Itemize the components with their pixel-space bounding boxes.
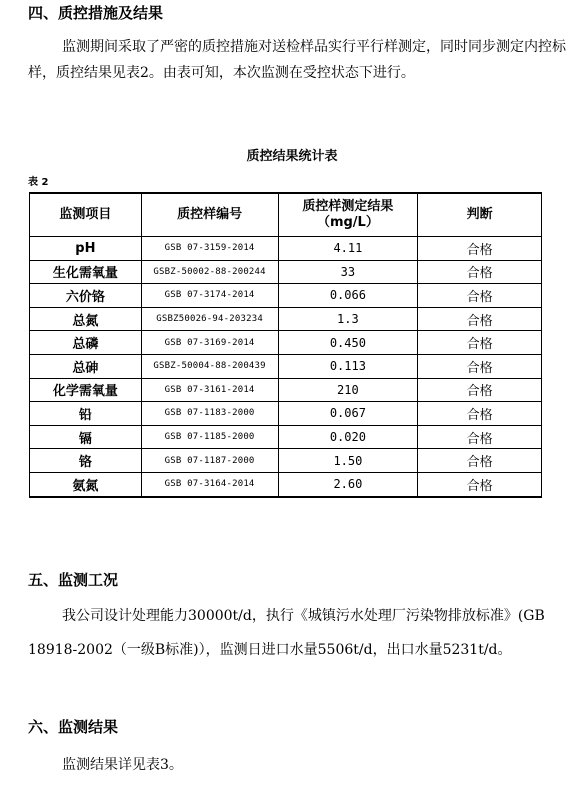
cell-result: 210 xyxy=(278,378,418,402)
cell-result: 0.020 xyxy=(278,425,418,449)
cell-judge: 合格 xyxy=(418,354,542,378)
section-6-paragraph: 监测结果详见表3。 xyxy=(62,757,183,773)
cell-item: 六价铬 xyxy=(30,284,142,308)
header-result-unit: （mg/L） xyxy=(316,215,379,230)
cell-judge: 合格 xyxy=(418,378,542,402)
cell-result: 0.067 xyxy=(278,402,418,426)
table-row xyxy=(30,378,542,402)
table-row xyxy=(30,237,542,261)
cell-result: 0.113 xyxy=(278,354,418,378)
cell-item: 总砷 xyxy=(30,354,142,378)
cell-result: 1.3 xyxy=(278,307,418,331)
cell-code: GSB 07-1183-2000 xyxy=(141,402,278,426)
header-result-line1: 质控样测定结果 xyxy=(302,199,394,214)
cell-judge: 合格 xyxy=(418,307,542,331)
cell-code: GSB 07-3161-2014 xyxy=(141,378,278,402)
cell-judge: 合格 xyxy=(418,425,542,449)
table-row xyxy=(30,449,542,473)
table-row xyxy=(30,402,542,426)
qc-results-table xyxy=(29,192,542,498)
cell-result: 0.450 xyxy=(278,331,418,355)
table-row xyxy=(30,354,542,378)
section-5-heading: 五、监测工况 xyxy=(28,571,119,589)
header-item: 监测项目 xyxy=(30,193,142,237)
cell-item: 生化需氧量 xyxy=(30,260,142,284)
cell-item: pH xyxy=(30,237,142,261)
cell-item: 化学需氧量 xyxy=(30,378,142,402)
cell-code: GSB 07-3159-2014 xyxy=(141,237,278,261)
cell-result: 0.066 xyxy=(278,284,418,308)
cell-judge: 合格 xyxy=(418,402,542,426)
table-header-row xyxy=(30,193,542,237)
cell-judge: 合格 xyxy=(418,260,542,284)
cell-code: GSB 07-3164-2014 xyxy=(141,472,278,496)
cell-result: 4.11 xyxy=(278,237,418,261)
cell-result: 33 xyxy=(278,260,418,284)
cell-judge: 合格 xyxy=(418,449,542,473)
header-judge: 判断 xyxy=(418,193,542,237)
section-4-heading: 四、质控措施及结果 xyxy=(28,4,164,22)
cell-code: GSBZ-50002-88-200244 xyxy=(141,260,278,284)
cell-judge: 合格 xyxy=(418,237,542,261)
cell-code: GSBZ-50004-88-200439 xyxy=(141,354,278,378)
table-label: 表 2 xyxy=(28,177,49,188)
cell-code: GSB 07-1187-2000 xyxy=(141,449,278,473)
table-row xyxy=(30,284,542,308)
table-row xyxy=(30,307,542,331)
table-row xyxy=(30,472,542,496)
cell-judge: 合格 xyxy=(418,472,542,496)
cell-item: 铬 xyxy=(30,449,142,473)
section-6-heading: 六、监测结果 xyxy=(28,718,119,736)
cell-result: 2.60 xyxy=(278,472,418,496)
cell-item: 铅 xyxy=(30,402,142,426)
cell-judge: 合格 xyxy=(418,284,542,308)
cell-code: GSBZ50026-94-203234 xyxy=(141,307,278,331)
cell-item: 氨氮 xyxy=(30,472,142,496)
cell-item: 总磷 xyxy=(30,331,142,355)
header-code: 质控样编号 xyxy=(141,193,278,237)
table-title: 质控结果统计表 xyxy=(246,149,338,164)
section-5-paragraph: 我公司设计处理能力30000t/d，执行《城镇污水处理厂污染物排放标准》(GB 18918-2002（一级B标准)），监测日进口水量5506t/d，出口水量5231t/d。 xyxy=(28,608,545,658)
cell-code: GSB 07-1185-2000 xyxy=(141,425,278,449)
table-row xyxy=(30,260,542,284)
cell-code: GSB 07-3174-2014 xyxy=(141,284,278,308)
cell-code: GSB 07-3169-2014 xyxy=(141,331,278,355)
section-4-paragraph: 监测期间采取了严密的质控措施对送检样品实行平行样测定，同时同步测定内控标样，质控结果见表2。由表可知，本次监测在受控状态下进行。 xyxy=(28,39,566,81)
cell-item: 总氮 xyxy=(30,307,142,331)
table-row xyxy=(30,425,542,449)
cell-item: 镉 xyxy=(30,425,142,449)
table-row xyxy=(30,331,542,355)
cell-judge: 合格 xyxy=(418,331,542,355)
cell-result: 1.50 xyxy=(278,449,418,473)
header-result xyxy=(278,193,418,237)
